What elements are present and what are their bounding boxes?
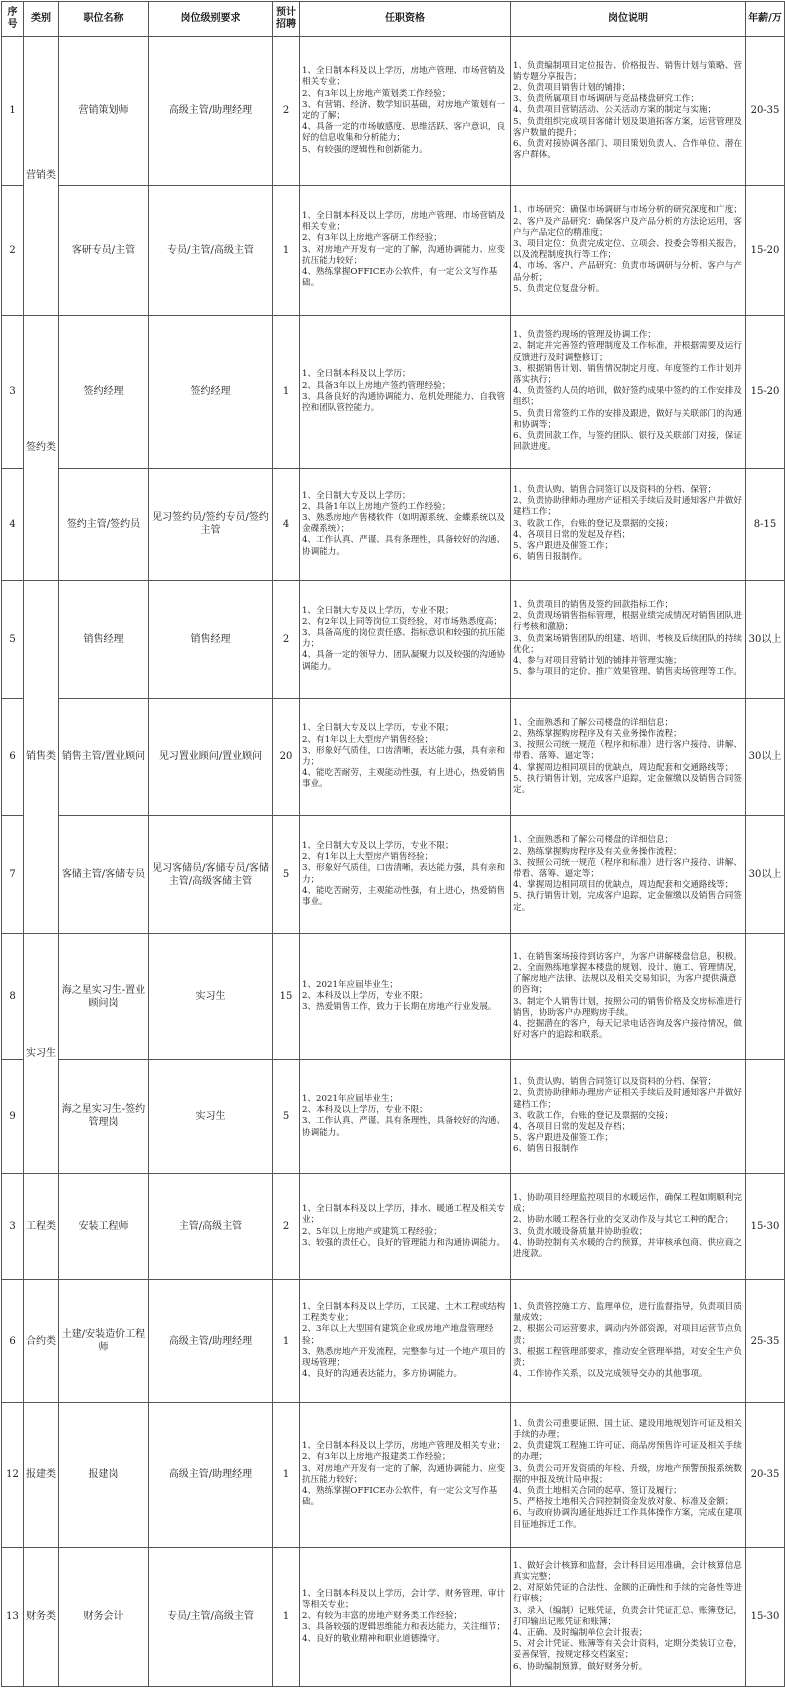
qualifications [300,1173,511,1280]
qualification-item: 3、对房地产开发有一定的了解，沟通协调能力、应变抗压能力较好； [302,1463,506,1485]
level-requirement: 见习客储员/客储专员/客储主管/高级客储主管 [149,816,273,934]
hire-count: 2 [273,37,300,186]
qualification-item: 2、5年以上房地产或建筑工程经验； [302,1226,442,1237]
row-number: 12 [2,1402,24,1547]
qualification-item: 3、形象好气质佳，口齿清晰，表达能力强，具有亲和力； [302,745,506,767]
position-name: 土建/安装造价工程师 [59,1280,149,1402]
description-item: 3、按照公司统一规范（程序和标准）进行客户接待、讲解、带看、落筹、逼定等； [513,740,742,762]
table-row [2,1280,785,1402]
qualifications [300,315,511,468]
description-item: 3、收款工作，台账的登记及票据的交接； [513,518,674,529]
salary: 8-15 [746,468,785,580]
category-cell: 销售类 [24,580,59,934]
salary: 30以上 [746,816,785,934]
hire-count: 20 [273,698,300,815]
job-description [511,698,746,815]
row-number: 8 [2,934,24,1060]
qualification-item: 1、全日制本科及以上学历，房地产管理及相关专业； [302,1441,506,1452]
qualifications [300,1547,511,1686]
description-item: 6、协助编制预算，做好财务分析。 [513,1661,648,1672]
description-item: 4、掌握周边相同项目的优缺点，周边配套和交通路线等； [513,880,734,891]
hire-count: 1 [273,1547,300,1686]
qualifications [300,1280,511,1402]
qualification-item: 1、全日制本科及以上学历； [302,369,411,380]
hire-count: 1 [273,185,300,315]
position-name: 海之星实习生-置业顾问岗 [59,934,149,1060]
level-requirement: 实习生 [149,1059,273,1173]
salary: 30以上 [746,580,785,698]
table-row [2,580,785,698]
qualifications [300,934,511,1060]
job-description [511,1173,746,1280]
description-item: 4、正确、及时编制单位会计报表； [513,1627,648,1638]
qualification-item: 1、全日制大专及以上学历，专业不限； [302,841,454,852]
category-cell: 营销类 [24,37,59,316]
description-item: 4、掌握周边相同项目的优缺点，周边配套和交通路线等； [513,762,734,773]
qualification-item: 1、2021年应届毕业生； [302,979,399,990]
description-item: 6、负责回款工作，与签约团队、银行及关联部门对接，保证回款进度。 [513,430,742,453]
description-item: 3、制定个人销售计划，按照公司的销售价格及交房标准进行销售，协助客户办理购房手续。 [513,996,742,1018]
position-name: 营销策划师 [59,37,149,186]
description-item: 5、负责组织完成项目客储计划及渠道拓客方案，运营管理及客户数量的提升； [513,116,742,138]
table-row [2,1059,785,1173]
description-item: 5、负责日常签约工作的安排及跟进，做好与关联部门的沟通和协调等； [513,408,742,430]
header-position: 职位名称 [59,2,149,37]
description-item: 1、负责项目的销售及签约回款指标工作； [513,600,674,611]
category-cell: 工程类 [24,1173,59,1280]
table-row [2,185,785,315]
level-requirement: 专员/主管/高级主管 [149,185,273,315]
qualification-item: 1、全日制大专及以上学历，专业不限； [302,605,454,616]
job-description [511,580,746,698]
hire-count: 1 [273,315,300,468]
row-number: 3 [2,315,24,468]
description-item: 2、客户及产品研究：确保客户及产品分析的方法论运用，客户与产品定位的精准度； [513,216,742,238]
qualifications [300,468,511,580]
header-level: 岗位级别要求 [149,2,273,37]
qualification-item: 2、3年以上大型国有建筑企业或房地产地盘管理经验； [302,1324,494,1346]
description-item: 3、项目定位：负责完成定位、立项会、投委会等相关报告，以及流程制度执行等工作； [513,239,742,261]
table-row [2,1173,785,1280]
position-name: 海之星实习生-签约管理岗 [59,1059,149,1173]
salary: 15-20 [746,315,785,468]
description-item: 2、全面熟练地掌握本楼盘的规划、设计、施工、管理情况，了解房地产法律、法规以及相关交易知识，为客户提供满意的咨询； [513,962,742,996]
qualification-item: 3、较强的责任心，良好的管理能力和沟通协调能力。 [302,1237,506,1248]
description-item: 3、负责案场销售团队的组建、培训、考核及后续团队的持续优化； [513,633,742,655]
qualifications [300,698,511,815]
description-item: 5、严格按土地相关合同控制资金发放对象、标准及金额； [513,1497,734,1508]
row-number: 2 [2,185,24,315]
salary: 15-30 [746,1547,785,1686]
header-qualifications: 任职资格 [300,2,511,37]
position-name: 安装工程师 [59,1173,149,1280]
hire-count: 2 [273,1173,300,1280]
row-number: 6 [2,1280,24,1402]
qualification-item: 3、熟悉房地产售楼软件（如明源系统、金蝶系统以及金碟系统）； [302,512,506,535]
description-item: 1、负责编制项目定位报告、价格报告、销售计划与策略、营销专题分享报告； [513,60,742,82]
row-number: 6 [2,698,24,815]
description-item: 6、与政府协调沟通征地拆迁工作具体操作方案，完成在建项目征地拆迁工作。 [513,1508,742,1530]
qualification-item: 2、本科及以上学历，专业不限； [302,1105,428,1116]
qualification-item: 3、热爱销售工作，致力于长期在房地产行业发展。 [302,1002,497,1013]
table-row [2,934,785,1060]
description-item: 3、负责所属项目市场调研与竞品楼盘研究工作； [513,94,699,105]
qualifications [300,816,511,934]
category-cell: 实习生 [24,934,59,1174]
table-row [2,698,785,815]
position-name: 报建岗 [59,1402,149,1547]
description-item: 4、负责项目营销活动、公关活动方案的制定与实施； [513,105,717,116]
qualification-item: 3、对房地产开发有一定的了解，沟通协调能力、应变抗压能力较好； [302,244,506,266]
job-description [511,1547,746,1686]
description-item: 5、客户跟进及催签工作； [513,1133,613,1144]
qualifications [300,1059,511,1173]
description-item: 5、负责定位复盘分析。 [513,283,605,294]
qualification-item: 2、有3年以上房地产策划类工作经验； [302,88,451,99]
hire-count: 4 [273,468,300,580]
qualification-item: 1、全日制本科及以上学历，工民建、土木工程或结构工程类专业； [302,1301,506,1324]
qualification-item: 2、有较为丰富的房地产财务类工作经验； [302,1611,463,1622]
qualification-item: 3、具备良好的沟通协调能力、危机处理能力、自我管控和团队管控能力。 [302,391,506,413]
qualification-item: 1、全日制本科及以上学历，会计学、财务管理、审计等相关专业； [302,1588,506,1610]
description-item: 2、根据公司运营要求，调动内外部资源，对项目运营节点负责； [513,1324,742,1346]
qualification-item: 2、本科及以上学历，专业不限； [302,990,428,1001]
description-item: 4、负责土地相关合同的起草、签订及履行； [513,1485,682,1496]
table-row [2,1547,785,1686]
qualifications [300,1402,511,1547]
qualifications [300,580,511,698]
description-item: 6、销售日报制作 [513,1144,579,1155]
qualifications [300,37,511,186]
description-item: 1、协助项目经理监控项目的水暖运作，确保工程如期顺利完成； [513,1193,742,1215]
qualification-item: 4、能吃苦耐劳，主观能动性强，有上进心，热爱销售事业。 [302,885,506,908]
table-row [2,315,785,468]
table-row [2,37,785,186]
qualification-item: 1、全日制本科及以上学历，房地产管理、市场营销及相关专业； [302,211,506,233]
job-description [511,1059,746,1173]
description-item: 3、收款工作，台账的登记及票据的交接； [513,1110,674,1121]
description-item: 1、负责管控施工方、监理单位，进行监督指导，负责项目质量成效； [513,1301,742,1324]
description-item: 2、负责协助律师办理房产证相关手续后及时通知客户并做好建档工作； [513,496,742,518]
salary [746,934,785,1060]
description-item: 2、熟练掌握购房程序及有关业务操作流程； [513,846,682,857]
job-description [511,468,746,580]
level-requirement: 见习置业顾问/置业顾问 [149,698,273,815]
salary: 15-20 [746,185,785,315]
description-item: 6、负责对接协调各部门、项目策划负责人、合作单位、潜在客户群体。 [513,138,742,161]
description-item: 2、负责协助律师办理房产证相关手续后及时通知客户并做好建档工作； [513,1088,742,1110]
job-description [511,185,746,315]
description-item: 5、执行销售计划，完成客户追踪，定金催缴以及销售合同签定。 [513,773,742,795]
position-name: 财务会计 [59,1547,149,1686]
description-item: 2、对原始凭证的合法性、金额的正确性和手续的完备性等进行审核； [513,1583,742,1605]
description-item: 6、销售日报制作。 [513,552,588,563]
salary: 25-35 [746,1280,785,1402]
category-cell: 财务类 [24,1547,59,1686]
salary: 30以上 [746,698,785,815]
job-description [511,1402,746,1547]
description-item: 1、负责公司重要证照、国土证、建设用地规划许可证及相关手续的办理； [513,1418,742,1440]
category-cell: 报建类 [24,1402,59,1547]
level-requirement: 销售经理 [149,580,273,698]
qualification-item: 4、工作认真、严谨、具有条理性，具备较好的沟通、协调能力。 [302,535,506,557]
qualification-item: 2、有3年以上房地产报建类工作经验； [302,1452,451,1463]
description-item: 4、协助控制有关水暖的合约预算，并审核承包商、供应商之进度款。 [513,1237,742,1260]
row-number: 7 [2,816,24,934]
description-item: 1、做好会计核算和监督，会计科目运用准确，会计核算信息真实完整； [513,1560,742,1582]
qualification-item: 3、工作认真、严谨、具有条理性，具备较好的沟通、协调能力。 [302,1116,506,1138]
header-salary: 年薪/万 [746,2,785,37]
header-count: 预计招聘 [273,2,300,37]
description-item: 3、根据销售计划、销售情况制定月度、年度签约工作计划并落实执行； [513,363,742,385]
description-item: 3、负责公司开发资质的年检、升级，房地产预警预报系统数据的申报及统计局申报； [513,1463,742,1485]
description-item: 5、执行销售计划，完成客户追踪，定金催缴以及销售合同签定。 [513,891,742,913]
table-row [2,1402,785,1547]
hire-count: 5 [273,1059,300,1173]
salary: 15-30 [746,1173,785,1280]
qualification-item: 3、有营销、经济、数学知识基础，对房地产策划有一定的了解； [302,99,506,121]
position-name: 销售经理 [59,580,149,698]
qualification-item: 2、有1年以上大型房产销售经验； [302,852,434,863]
qualification-item: 4、熟练掌握OFFICE办公软件，有一定公文写作基础。 [302,267,498,289]
row-number: 5 [2,580,24,698]
description-item: 4、各项目日常的发起及存档； [513,529,631,540]
qualification-item: 4、熟练掌握OFFICE办公软件，有一定公文写作基础。 [302,1485,498,1508]
qualification-item: 1、2021年应届毕业生； [302,1093,399,1104]
recruitment-table [1,1,785,1687]
qualification-item: 4、良好的敬业精神和职业道德操守。 [302,1633,445,1644]
qualification-item: 3、熟悉房地产开发流程，完整参与过一个地产项目的现场管理； [302,1346,506,1368]
position-name: 签约经理 [59,315,149,468]
qualification-item: 3、具备高度的岗位责任感、指标意识和较强的抗压能力； [302,628,506,650]
hire-count: 15 [273,934,300,1060]
row-number: 4 [2,468,24,580]
category-cell: 合约类 [24,1280,59,1402]
header-row [2,2,785,37]
qualification-item: 4、具备一定的领导力、团队凝聚力以及较强的沟通协调能力。 [302,650,506,672]
qualification-item: 4、能吃苦耐劳，主观能动性强，有上进心，热爱销售事业。 [302,768,506,790]
job-description [511,816,746,934]
description-item: 1、负责认购、销售合同签订以及资料的分档、保管； [513,484,717,495]
qualification-item: 5、有较强的逻辑性和创新能力。 [302,144,428,155]
salary [746,1059,785,1173]
description-item: 3、负责水暖设备质量并协助验收； [513,1226,648,1237]
qualification-item: 3、形象好气质佳，口齿清晰，表达能力强，具有亲和力； [302,863,506,885]
qualification-item: 3、具备较强的逻辑思维能力和表达能力，关注细节； [302,1622,506,1633]
row-number: 3 [2,1173,24,1280]
qualification-item: 2、有2年以上同等岗位工资经验，对市场熟悉度高； [302,616,502,627]
description-item: 3、按照公司统一规范（程序和标准）进行客户接待、讲解、带看、落筹、逼定等； [513,857,742,880]
qualification-item: 2、有3年以上房地产客研工作经验； [302,233,442,244]
job-description [511,1280,746,1402]
table-row [2,468,785,580]
row-number: 9 [2,1059,24,1173]
description-item: 4、市场、客户、产品研究：负责市场调研与分析、客户与产品分析； [513,261,742,283]
category-cell: 签约类 [24,315,59,580]
hire-count: 1 [273,1402,300,1547]
level-requirement: 实习生 [149,934,273,1060]
description-item: 2、负责项目销售计划的铺排； [513,82,631,93]
description-item: 1、全面熟悉和了解公司楼盘的详细信息； [513,717,674,728]
description-item: 1、市场研究：确保市场调研与市场分析的研究深度和广度； [513,205,742,216]
description-item: 1、在销售案场接待到访客户，为客户讲解楼盘信息，积极。 [513,951,742,962]
job-description [511,315,746,468]
qualifications [300,185,511,315]
description-item: 4、工作协作关系，以及完成领导交办的其他事项。 [513,1369,708,1380]
description-item: 2、制定并完善签约管理制度及工作标准，并根据需要及运行反馈进行及时调整修订； [513,341,742,363]
salary: 20-35 [746,1402,785,1547]
position-name: 客研专员/主管 [59,185,149,315]
qualification-item: 4、具备一定的市场敏感度、思维活跃、客户意识，良好的信息收集和分析能力； [302,122,506,144]
description-item: 2、熟练掌握购房程序及有关业务操作流程； [513,728,682,739]
level-requirement: 高级主管/助理经理 [149,1402,273,1547]
description-item: 3、根据工程管理部要求，推动安全管理举措，对安全生产负责； [513,1346,742,1368]
description-item: 5、客户跟进及催签工作； [513,541,613,551]
qualification-item: 2、具备1年以上房地产签约工作经验； [302,501,451,512]
position-name: 销售主管/置业顾问 [59,698,149,815]
table-row [2,816,785,934]
qualification-item: 4、良好的沟通表达能力，多方协调能力。 [302,1369,463,1380]
row-number: 13 [2,1547,24,1686]
hire-count: 1 [273,1280,300,1402]
description-item: 2、负责现场销售指标管理，根据业绩完成情况对销售团队进行考核和激励； [513,611,742,633]
qualification-item: 2、有1年以上大型房产销售经验； [302,734,434,745]
salary: 20-35 [746,37,785,186]
level-requirement: 主管/高级主管 [149,1173,273,1280]
position-name: 客储主管/客储专员 [59,816,149,934]
qualification-item: 1、全日制大专及以上学历； [302,490,411,501]
position-name: 签约主管/签约员 [59,468,149,580]
level-requirement: 签约经理 [149,315,273,468]
qualification-item: 1、全日制本科及以上学历，排水、暖通工程及相关专业； [302,1204,506,1226]
description-item: 4、负责签约人员的培训，做好签约成果中签约的工作安排及组织； [513,386,742,408]
qualification-item: 1、全日制大专及以上学历，专业不限； [302,723,454,734]
description-item: 1、全面熟悉和了解公司楼盘的详细信息； [513,835,674,846]
header-no: 序号 [2,2,24,37]
description-item: 4、参与对项目营销计划的铺排并管理实施； [513,656,682,667]
level-requirement: 高级主管/助理经理 [149,37,273,186]
qualification-item: 2、具备3年以上房地产签约管理经验； [302,380,451,391]
description-item: 1、负责认购、销售合同签订以及资料的分档、保管； [513,1077,717,1088]
job-description [511,37,746,186]
level-requirement: 高级主管/助理经理 [149,1280,273,1402]
hire-count: 2 [273,580,300,698]
hire-count: 5 [273,816,300,934]
header-category: 类别 [24,2,59,37]
level-requirement: 专员/主管/高级主管 [149,1547,273,1686]
description-item: 5、对会计凭证、账簿等有关会计资料，定期分类装订立卷，妥善保管，按规定移交档案室； [513,1639,742,1661]
description-item: 2、协助水暖工程各行业的交叉动作及与其它工种的配合； [513,1215,734,1226]
level-requirement: 见习签约员/签约专员/签约主管 [149,468,273,580]
description-item: 3、录入（编制）记账凭证，负责会计凭证汇总、账簿登记，打印输出记账凭证和账簿； [513,1605,742,1627]
description-item: 2、负责建筑工程施工许可证、商品房预售许可证及相关手续的办理； [513,1441,742,1463]
header-description: 岗位说明 [511,2,746,37]
job-description [511,934,746,1060]
description-item: 1、负责签约现场的管理及协调工作； [513,330,656,341]
description-item: 5、参与项目的定价、推广效果管理、销售卖场管理等工作。 [513,667,742,678]
description-item: 4、挖掘潜在的客户，每天记录电话咨询及客户接待情况，做好对客户的追踪和联系。 [513,1018,742,1041]
description-item: 4、各项目日常的发起及存档； [513,1121,631,1132]
qualification-item: 1、全日制本科及以上学历，房地产管理、市场营销及相关专业； [302,66,506,88]
row-number: 1 [2,37,24,186]
